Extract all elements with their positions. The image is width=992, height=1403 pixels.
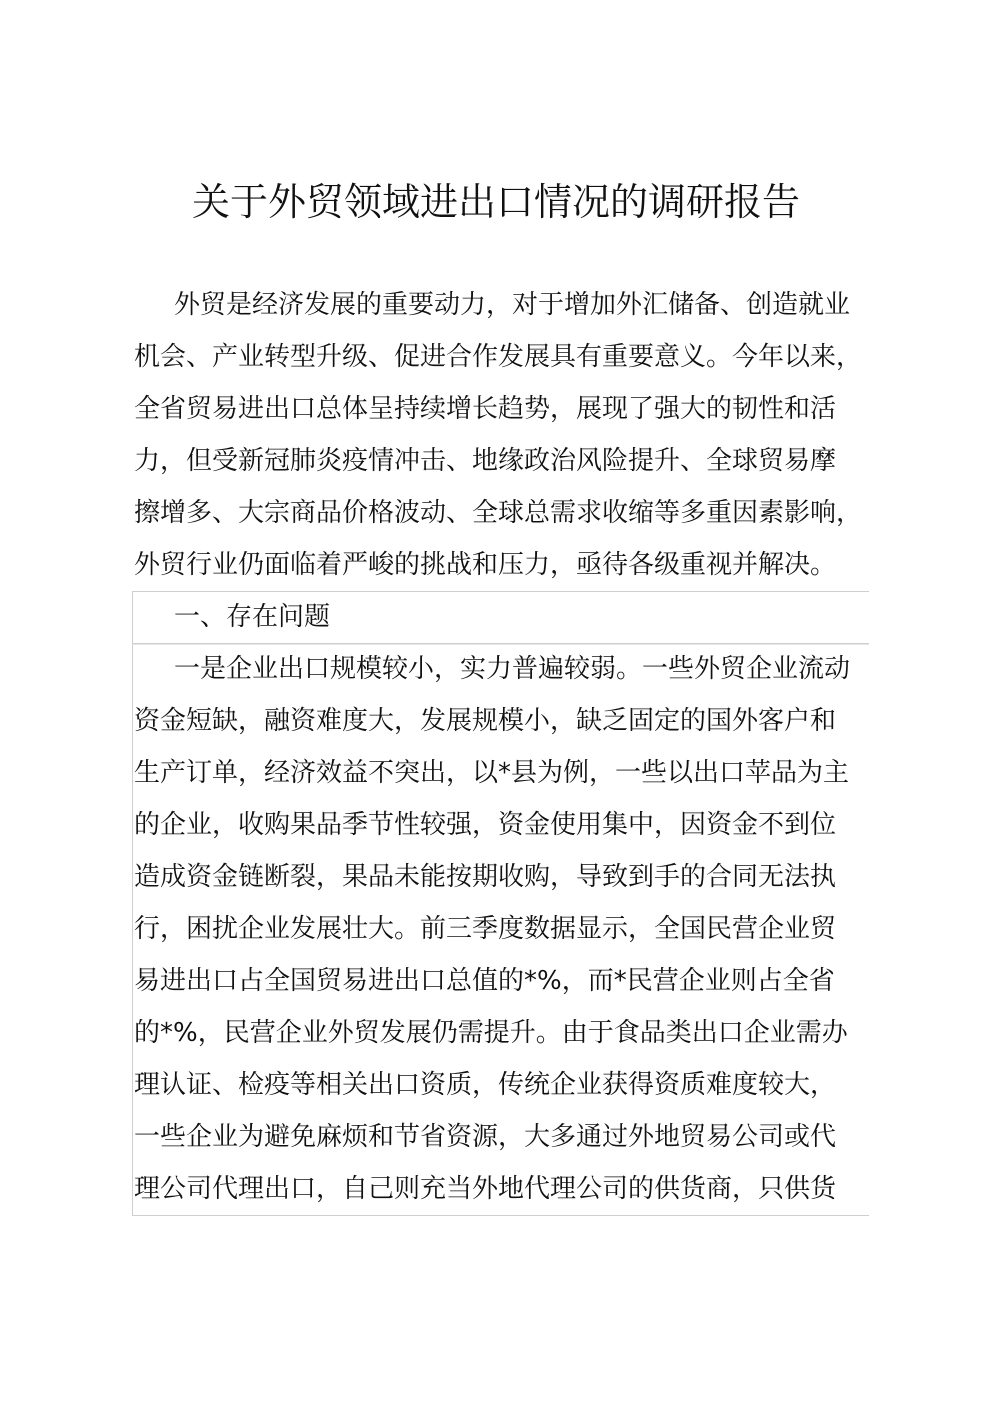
intro-line: 外贸是经济发展的重要动力，对于增加外汇储备、创造就业 bbox=[174, 290, 851, 320]
body-line: 的*%，民营企业外贸发展仍需提升。由于食品类出口企业需办 bbox=[134, 1018, 848, 1048]
body-line: 行，困扰企业发展壮大。前三季度数据显示，全国民营企业贸 bbox=[134, 914, 837, 944]
intro-line: 全省贸易进出口总体呈持续增长趋势，展现了强大的韧性和活 bbox=[134, 394, 837, 424]
document-title: 关于外贸领域进出口情况的调研报告 bbox=[191, 180, 800, 224]
body-line: 造成资金链断裂，果品未能按期收购，导致到手的合同无法执 bbox=[134, 862, 837, 892]
body-line: 资金短缺，融资难度大，发展规模小，缺乏固定的国外客户和 bbox=[134, 706, 837, 736]
body-line: 理认证、检疫等相关出口资质，传统企业获得资质难度较大， bbox=[134, 1070, 837, 1100]
section-heading: 一、存在问题 bbox=[174, 602, 331, 632]
body-line: 一些企业为避免麻烦和节省资源，大多通过外地贸易公司或代 bbox=[134, 1122, 837, 1152]
intro-line: 外贸行业仍面临着严峻的挑战和压力，亟待各级重视并解决。 bbox=[134, 550, 837, 580]
body-line: 的企业，收购果品季节性较强，资金使用集中，因资金不到位 bbox=[134, 810, 837, 840]
body-line: 一是企业出口规模较小，实力普遍较弱。一些外贸企业流动 bbox=[174, 654, 851, 684]
body-line: 生产订单，经济效益不突出，以*县为例，一些以出口苹品为主 bbox=[134, 758, 850, 788]
intro-line: 机会、产业转型升级、促进合作发展具有重要意义。今年以来， bbox=[134, 342, 863, 372]
body-line: 易进出口占全国贸易进出口总值的*%，而*民营企业则占全省 bbox=[134, 966, 835, 996]
intro-line: 擦增多、大宗商品价格波动、全球总需求收缩等多重因素影响， bbox=[134, 498, 863, 528]
body-line: 理公司代理出口，自己则充当外地代理公司的供货商，只供货 bbox=[134, 1174, 837, 1204]
intro-line: 力，但受新冠肺炎疫情冲击、地缘政治风险提升、全球贸易摩 bbox=[134, 446, 837, 476]
